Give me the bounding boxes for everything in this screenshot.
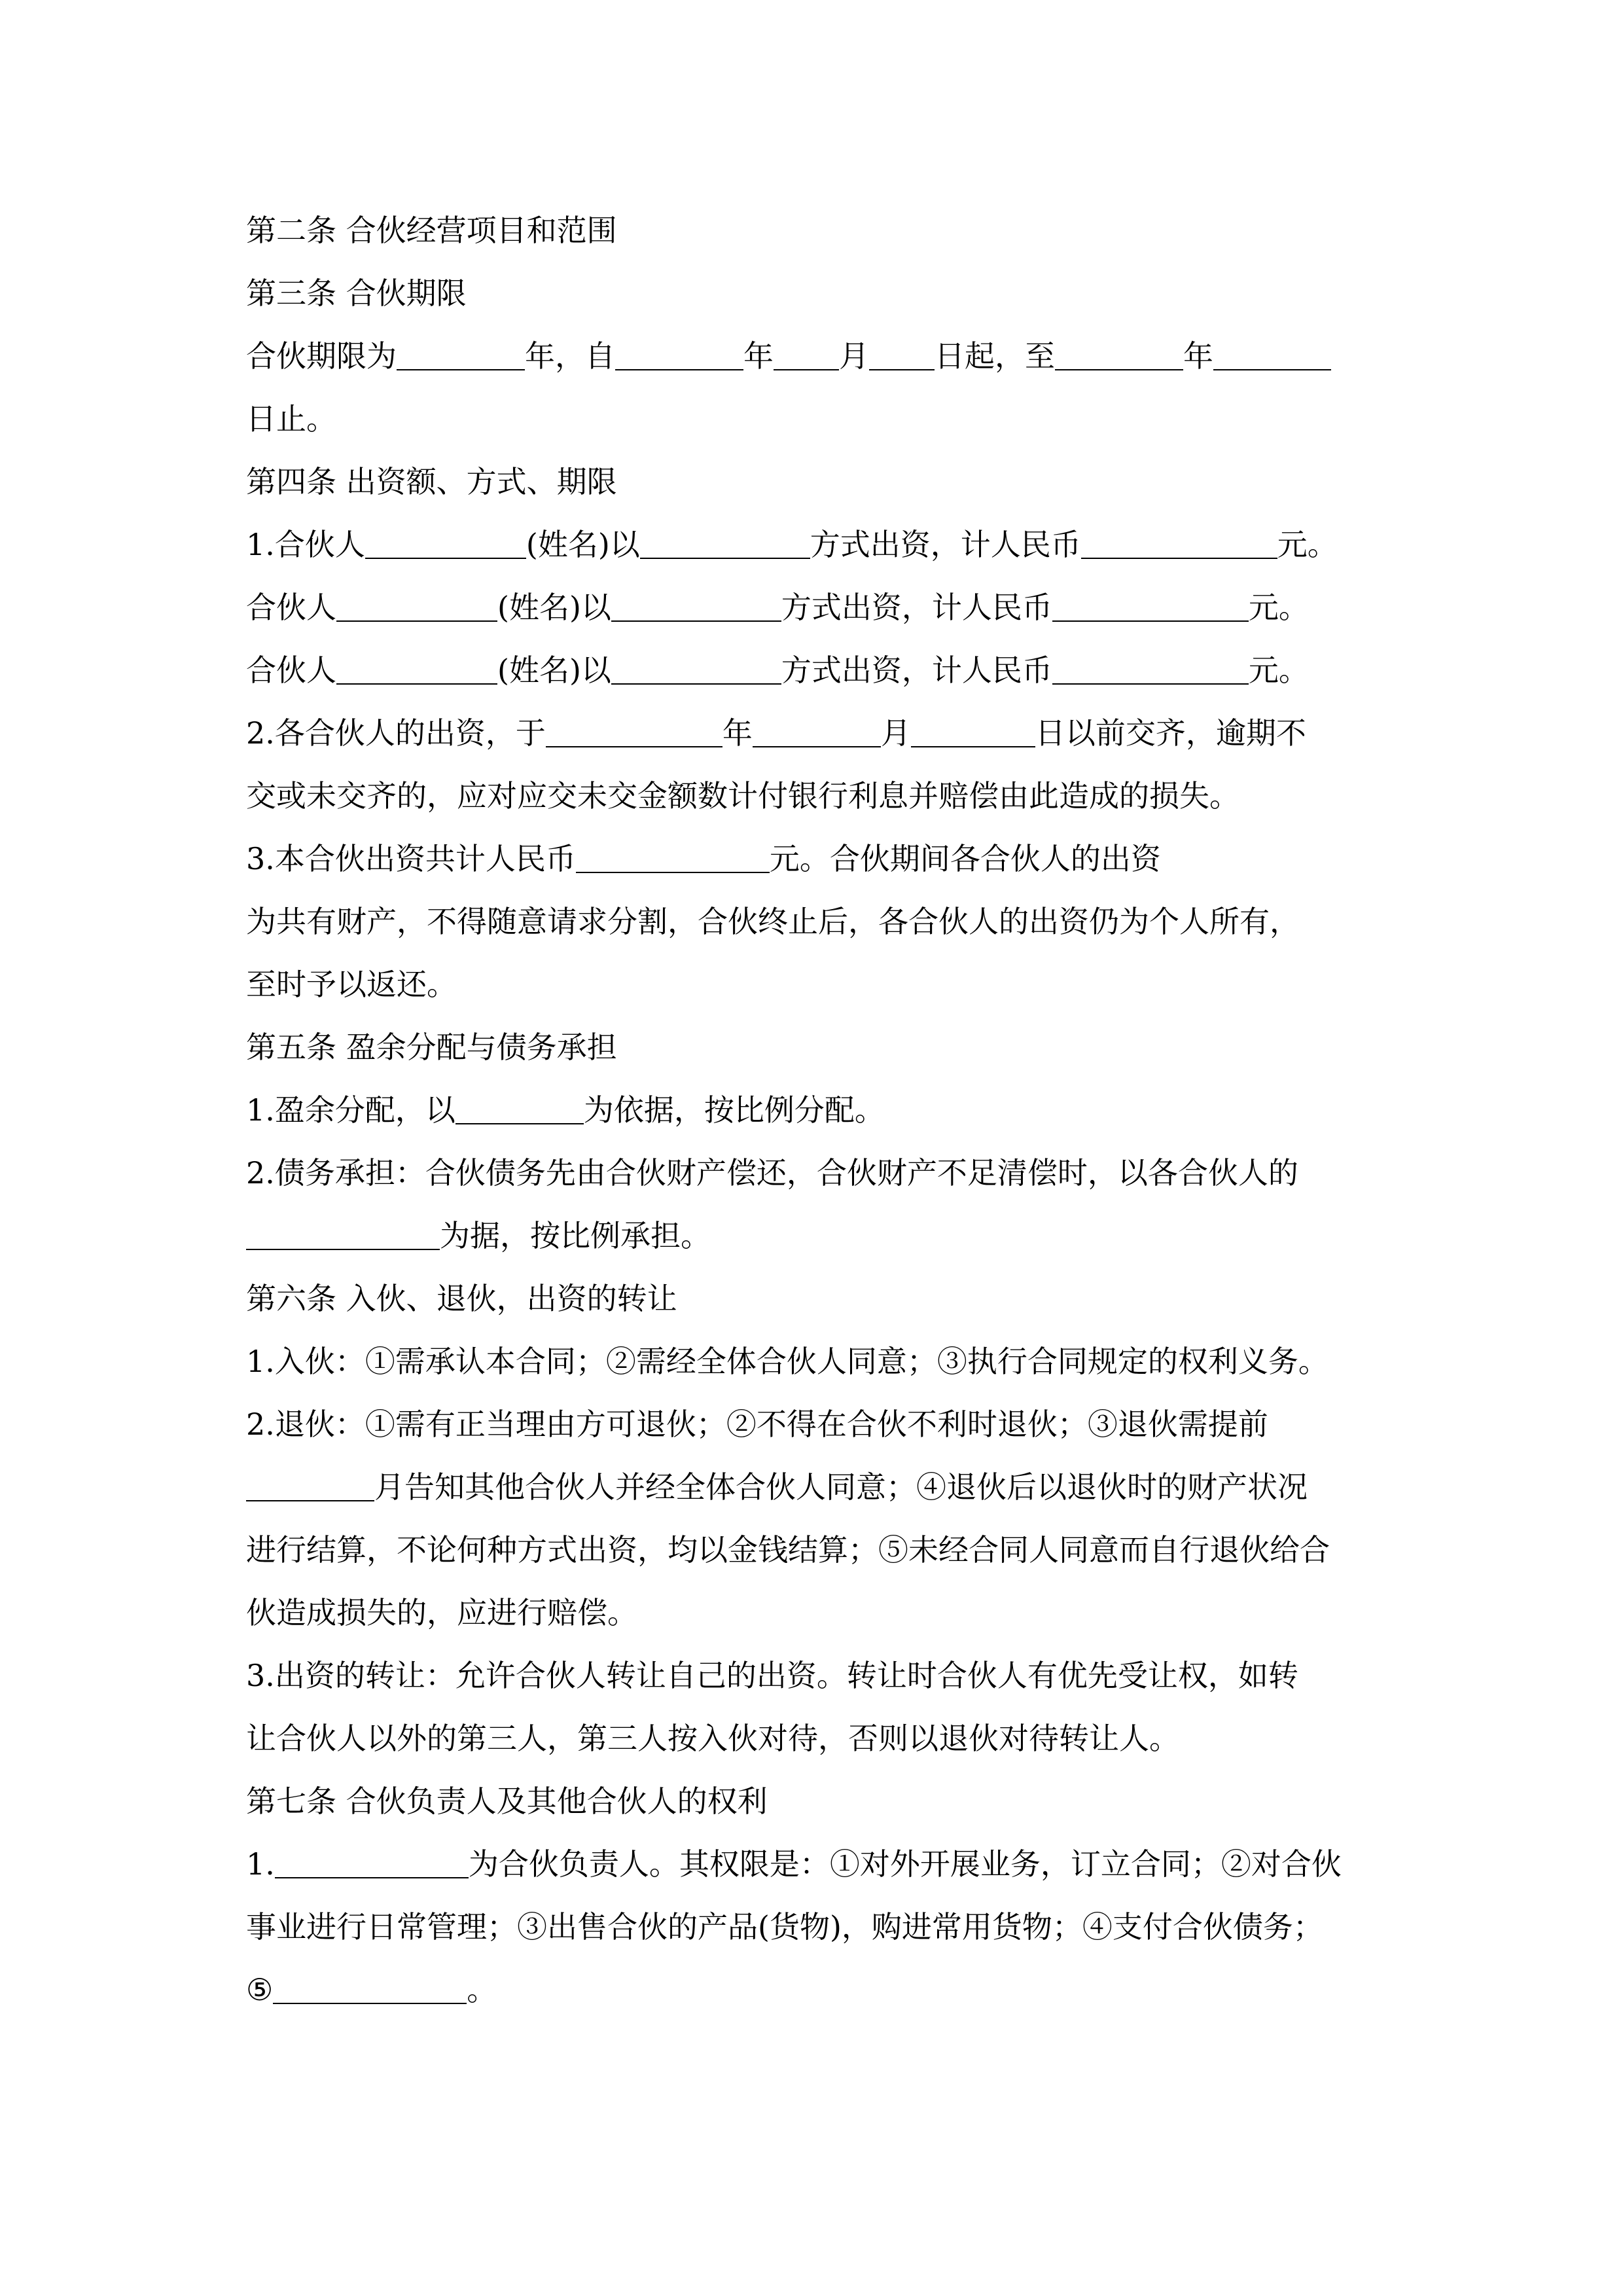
blank-field[interactable] (640, 531, 810, 559)
article-6-heading: 第六条 入伙、退伙，出资的转让 (246, 1281, 677, 1316)
blank-field[interactable] (336, 594, 497, 622)
paragraph-line: 让合伙人以外的第三人，第三人按入伙对待，否则以退伙对待转让人。 (246, 1721, 1179, 1756)
withdrawal-notice-line: 月告知其他合伙人并经全体合伙人同意；④退伙后以退伙时的财产状况 (246, 1467, 1308, 1507)
paragraph-line: 3.出资的转让：允许合伙人转让自己的出资。转让时合伙人有优先受让权，如转 (246, 1658, 1298, 1693)
article-7-heading: 第七条 合伙负责人及其他合伙人的权利 (246, 1784, 768, 1819)
term-line: 合伙期限为 年，自 年 月 日起，至 年 (246, 336, 1331, 376)
blank-field[interactable] (611, 657, 781, 685)
paragraph-line: 1.入伙：①需承认本合同；②需经全体合伙人同意；③执行合同规定的权利义务。 (246, 1344, 1329, 1379)
blank-field[interactable] (1055, 343, 1183, 370)
blank-field[interactable] (1052, 657, 1249, 685)
payment-date-line: 2.各合伙人的出资，于 年 月 日以前交齐，逾期不 (246, 715, 1306, 751)
blank-field[interactable] (869, 343, 935, 370)
blank-field[interactable] (546, 720, 722, 747)
blank-field[interactable] (273, 1977, 467, 2004)
paragraph-line: 交或未交齐的，应对应交未交金额数计付银行利息并赔偿由此造成的损失。 (246, 778, 1240, 814)
paragraph-line: 事业进行日常管理；③出售合伙的产品(货物)，购进常用货物；④支付合伙债务； (246, 1909, 1323, 1945)
article-5-heading: 第五条 盈余分配与债务承担 (246, 1030, 617, 1065)
contribution-line-2: 合伙人 (姓名)以 方式出资，计人民币 元。 (246, 590, 1309, 625)
blank-field[interactable] (911, 720, 1035, 747)
blank-field[interactable] (1081, 531, 1277, 559)
blank-field[interactable] (455, 1097, 584, 1124)
blank-field[interactable] (336, 657, 497, 685)
paragraph-line: 至时予以返还。 (246, 967, 457, 1002)
debt-basis-line: 为据，按比例承担。 (246, 1216, 711, 1255)
blank-field[interactable] (576, 846, 770, 873)
paragraph-line: 2.退伙：①需有正当理由方可退伙；②不得在合伙不利时退伙；③退伙需提前 (246, 1407, 1268, 1442)
total-contribution-line: 3.本合伙出资共计人民币 元。合伙期间各合伙人的出资 (246, 841, 1161, 876)
blank-field[interactable] (615, 343, 743, 370)
paragraph-line: 进行结算，不论何种方式出资，均以金钱结算；⑤未经合同人同意而自行退伙给合 (246, 1532, 1330, 1568)
article-4-heading: 第四条 出资额、方式、期限 (246, 464, 617, 499)
profit-distribution-line: 1.盈余分配，以 为依据，按比例分配。 (246, 1092, 885, 1128)
blank-field[interactable] (611, 594, 781, 622)
paragraph-line: 伙造成损失的，应进行赔偿。 (246, 1595, 637, 1630)
blank-field[interactable] (774, 343, 839, 370)
article-3-heading: 第三条 合伙期限 (246, 276, 467, 311)
paragraph-line: 为共有财产，不得随意请求分割，合伙终止后，各合伙人的出资仍为个人所有， (246, 904, 1300, 939)
contribution-line-1: 1.合伙人 (姓名)以 方式出资，计人民币 元。 (246, 527, 1338, 562)
paragraph-line: 2.债务承担：合伙债务先由合伙财产偿还，合伙财产不足清偿时，以各合伙人的 (246, 1155, 1298, 1191)
blank-field[interactable] (1052, 594, 1249, 622)
blank-field[interactable] (246, 1474, 374, 1501)
manager-line: 1. 为合伙负责人。其权限是：①对外开展业务，订立合同；②对合伙 (246, 1846, 1342, 1882)
other-powers-line: ⑤ 。 (246, 1972, 497, 2007)
contribution-line-3: 合伙人 (姓名)以 方式出资，计人民币 元。 (246, 653, 1309, 688)
blank-field[interactable] (753, 720, 881, 747)
blank-field[interactable] (365, 531, 526, 559)
blank-field[interactable] (1213, 343, 1331, 370)
article-2-heading: 第二条 合伙经营项目和范围 (246, 213, 617, 248)
term-line-end: 日止。 (246, 401, 336, 437)
blank-field[interactable] (397, 343, 525, 370)
blank-field[interactable] (246, 1223, 440, 1250)
blank-field[interactable] (275, 1851, 469, 1878)
